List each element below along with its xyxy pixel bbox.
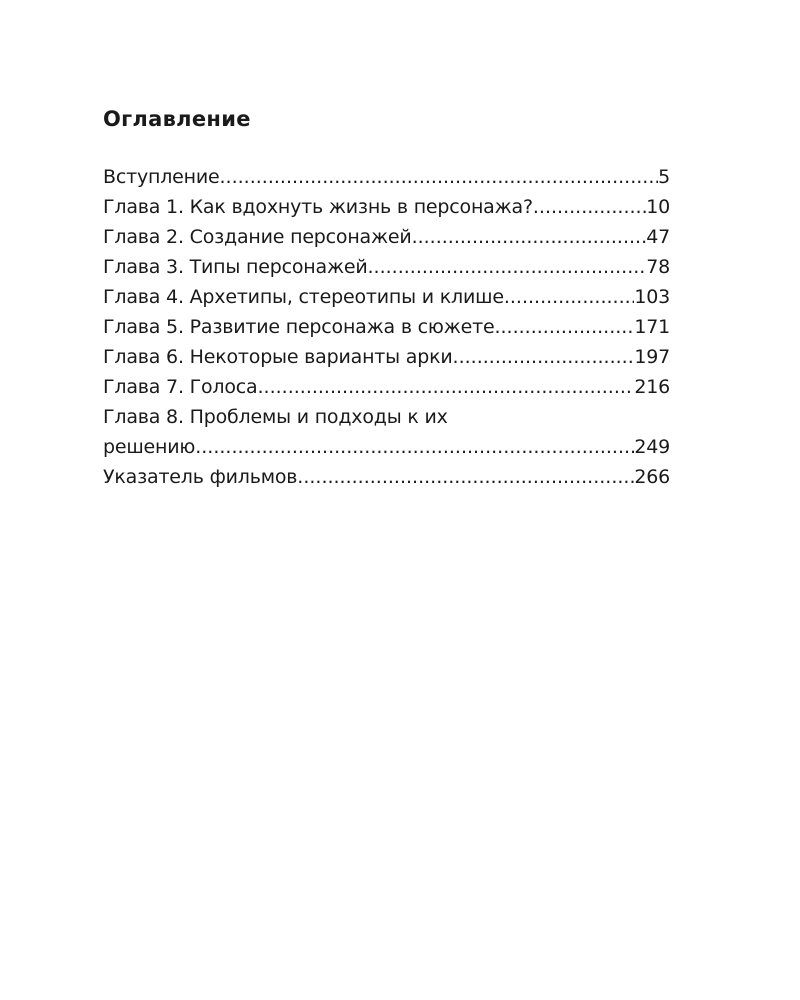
toc-entry-page: 103 bbox=[634, 286, 670, 308]
toc-entry-label: Глава 6. Некоторые варианты арки bbox=[103, 346, 453, 368]
toc-title: Оглавление bbox=[103, 107, 251, 131]
toc-entry-label: решению bbox=[103, 436, 196, 458]
toc-entry-label: Глава 3. Типы персонажей bbox=[103, 256, 368, 278]
toc-dot-leader bbox=[258, 372, 635, 402]
toc-entry-label: Указатель фильмов bbox=[103, 466, 298, 488]
toc-line bbox=[103, 252, 670, 282]
toc-entry-page: 249 bbox=[634, 436, 670, 458]
toc-line bbox=[103, 462, 670, 492]
table-of-contents bbox=[103, 104, 670, 492]
toc-dot-leader bbox=[412, 222, 647, 252]
toc-dot-leader bbox=[533, 192, 646, 222]
toc-entry-chapter-5[interactable] bbox=[103, 312, 670, 342]
toc-entry-introduction[interactable] bbox=[103, 162, 670, 192]
toc-entry-chapter-3[interactable] bbox=[103, 252, 670, 282]
toc-dot-leader bbox=[368, 252, 647, 282]
toc-entry-label: Глава 7. Голоса bbox=[103, 376, 258, 398]
toc-entry-chapter-1[interactable] bbox=[103, 192, 670, 222]
toc-entry-label-line1: Глава 8. Проблемы и подходы к их bbox=[103, 406, 448, 428]
toc-entry-label: Глава 4. Архетипы, стереотипы и клише bbox=[103, 286, 504, 308]
toc-entry-chapter-4[interactable] bbox=[103, 282, 670, 312]
toc-entry-page: 216 bbox=[634, 376, 670, 398]
toc-line bbox=[103, 312, 670, 342]
toc-entry-label: Глава 5. Развитие персонажа в сюжете bbox=[103, 316, 495, 338]
toc-entry-page: 78 bbox=[646, 256, 670, 278]
toc-line bbox=[103, 162, 670, 192]
toc-entry-film-index[interactable] bbox=[103, 462, 670, 492]
toc-line bbox=[103, 432, 670, 462]
toc-dot-leader bbox=[220, 162, 659, 192]
toc-line bbox=[103, 192, 670, 222]
toc-dot-leader bbox=[195, 432, 634, 462]
toc-line bbox=[103, 282, 670, 312]
toc-entry-label: Глава 2. Создание персонажей bbox=[103, 226, 412, 248]
toc-line bbox=[103, 222, 670, 252]
toc-entry-page: 171 bbox=[634, 316, 670, 338]
toc-entry-page: 266 bbox=[634, 466, 670, 488]
toc-entry-page: 10 bbox=[646, 196, 670, 218]
toc-entry-page: 47 bbox=[646, 226, 670, 248]
toc-entry-page: 5 bbox=[658, 166, 670, 188]
toc-list bbox=[103, 162, 670, 492]
toc-line bbox=[103, 342, 670, 372]
toc-entry-chapter-7[interactable] bbox=[103, 372, 670, 402]
toc-entry-chapter-2[interactable] bbox=[103, 222, 670, 252]
toc-entry-page: 197 bbox=[634, 346, 670, 368]
toc-entry-chapter-6[interactable] bbox=[103, 342, 670, 372]
toc-dot-leader bbox=[297, 462, 634, 492]
toc-line bbox=[103, 372, 670, 402]
toc-dot-leader bbox=[504, 282, 635, 312]
toc-line bbox=[103, 402, 670, 432]
toc-entry-label: Глава 1. Как вдохнуть жизнь в персонажа? bbox=[103, 196, 533, 218]
toc-dot-leader bbox=[494, 312, 634, 342]
toc-entry-chapter-8[interactable] bbox=[103, 402, 670, 462]
toc-entry-label: Вступление bbox=[103, 166, 220, 188]
toc-dot-leader bbox=[453, 342, 635, 372]
